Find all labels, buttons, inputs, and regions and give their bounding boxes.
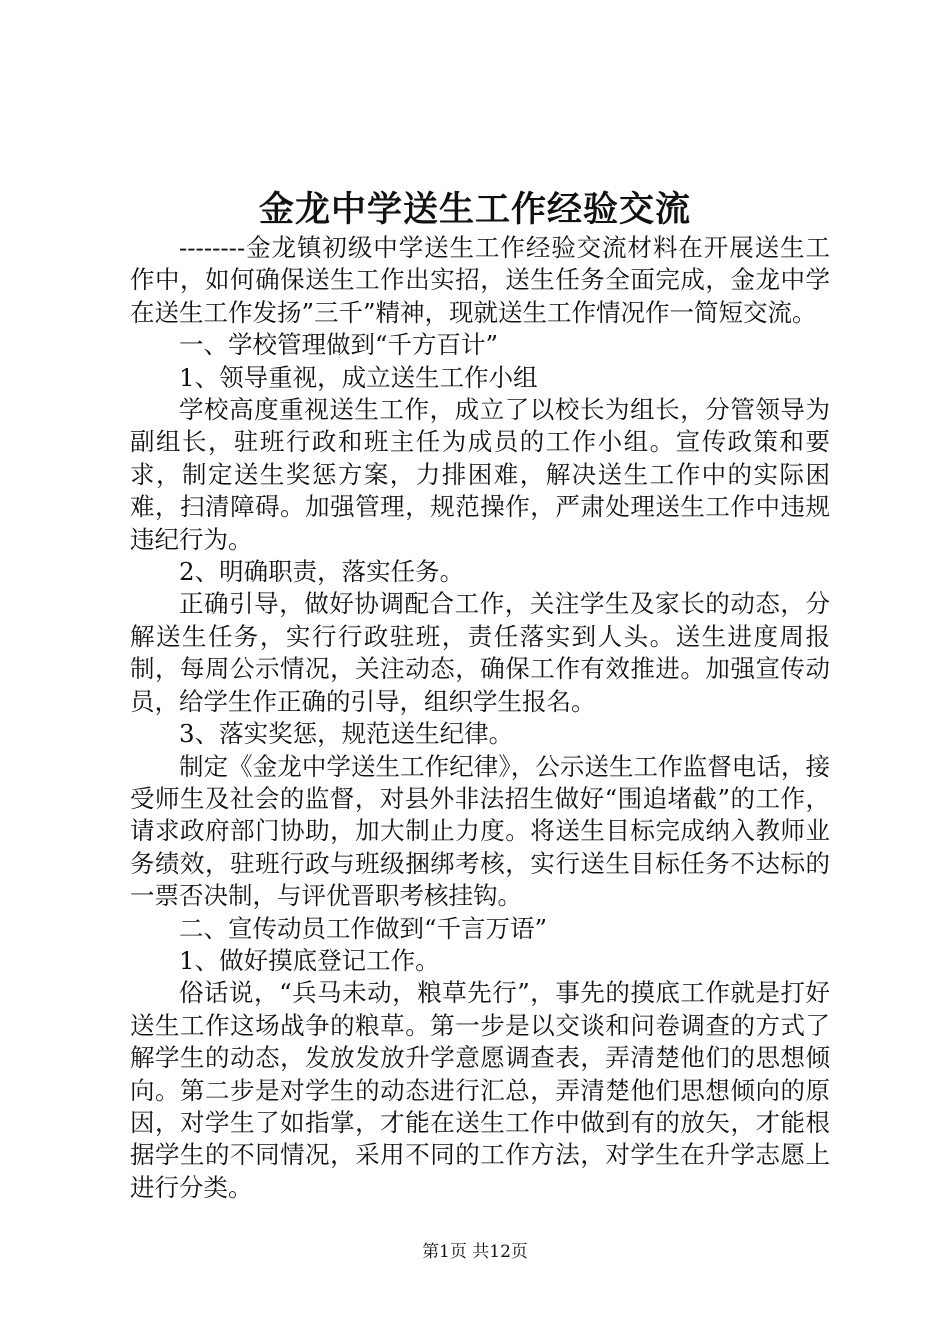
document-title: 金龙中学送生工作经验交流	[258, 189, 691, 230]
section-heading-1: 一、学校管理做到“千方百计”	[179, 330, 499, 360]
paragraph-1-2: 正确引导，做好协调配合工作，关注学生及家长的动态，分解送生任务，实行行政驻班，责任落实到人头。送生进度周报制，每周公示情况，关注动态，确保工作有效推进。加强宣传动员，给学生作正确的引导，组织学生报名。	[130, 589, 830, 716]
subheading-1-1: 1、领导重视，成立送生工作小组	[179, 362, 538, 392]
subheading-2-1: 1、做好摸底登记工作。	[179, 945, 440, 975]
page-number-footer: 第1页 共12页	[422, 1242, 528, 1262]
paragraph-1-1: 学校高度重视送生工作，成立了以校长为组长，分管领导为副组长，驻班行政和班主任为成员的工作小组。宣传政策和要求，制定送生奖惩方案，力排困难，解决送生工作中的实际困难，扫清障碍。加强管理，规范操作，严肃处理送生工作中违规违纪行为。	[130, 395, 830, 554]
paragraph-2-1: 俗话说，“兵马未动，粮草先行”，事先的摸底工作就是打好送生工作这场战争的粮草。第一步是以交谈和问卷调查的方式了解学生的动态，发放发放升学意愿调查表，弄清楚他们的思想倾向。第二步是对学生的动态进行汇总，弄清楚他们思想倾向的原因，对学生了如指掌，才能在送生工作中做到有的放矢，才能根据学生的不同情况，采用不同的工作方法，对学生在升学志愿上进行分类。	[130, 978, 830, 1202]
paragraph-intro: --------金龙镇初级中学送生工作经验交流材料在开展送生工作中，如何确保送生工作出实招，送生任务全面完成，金龙中学在送生工作发扬”三千”精神，现就送生工作情况作一简短交流。	[130, 233, 830, 327]
paragraph-1-3: 制定《金龙中学送生工作纪律》，公示送生工作监督电话，接受师生及社会的监督，对县外非法招生做好“围追堵截”的工作，请求政府部门协助，加大制止力度。将送生目标完成纳入教师业务绩效，驻班行政与班级捆绑考核，实行送生目标任务不达标的一票否决制，与评优晋职考核挂钩。	[130, 751, 830, 911]
subheading-1-3: 3、落实奖惩，规范送生纪律。	[179, 719, 514, 749]
document-body	[130, 232, 830, 1204]
section-heading-2: 二、宣传动员工作做到“千言万语”	[179, 913, 548, 943]
subheading-1-2: 2、明确职责，落实任务。	[179, 557, 465, 587]
